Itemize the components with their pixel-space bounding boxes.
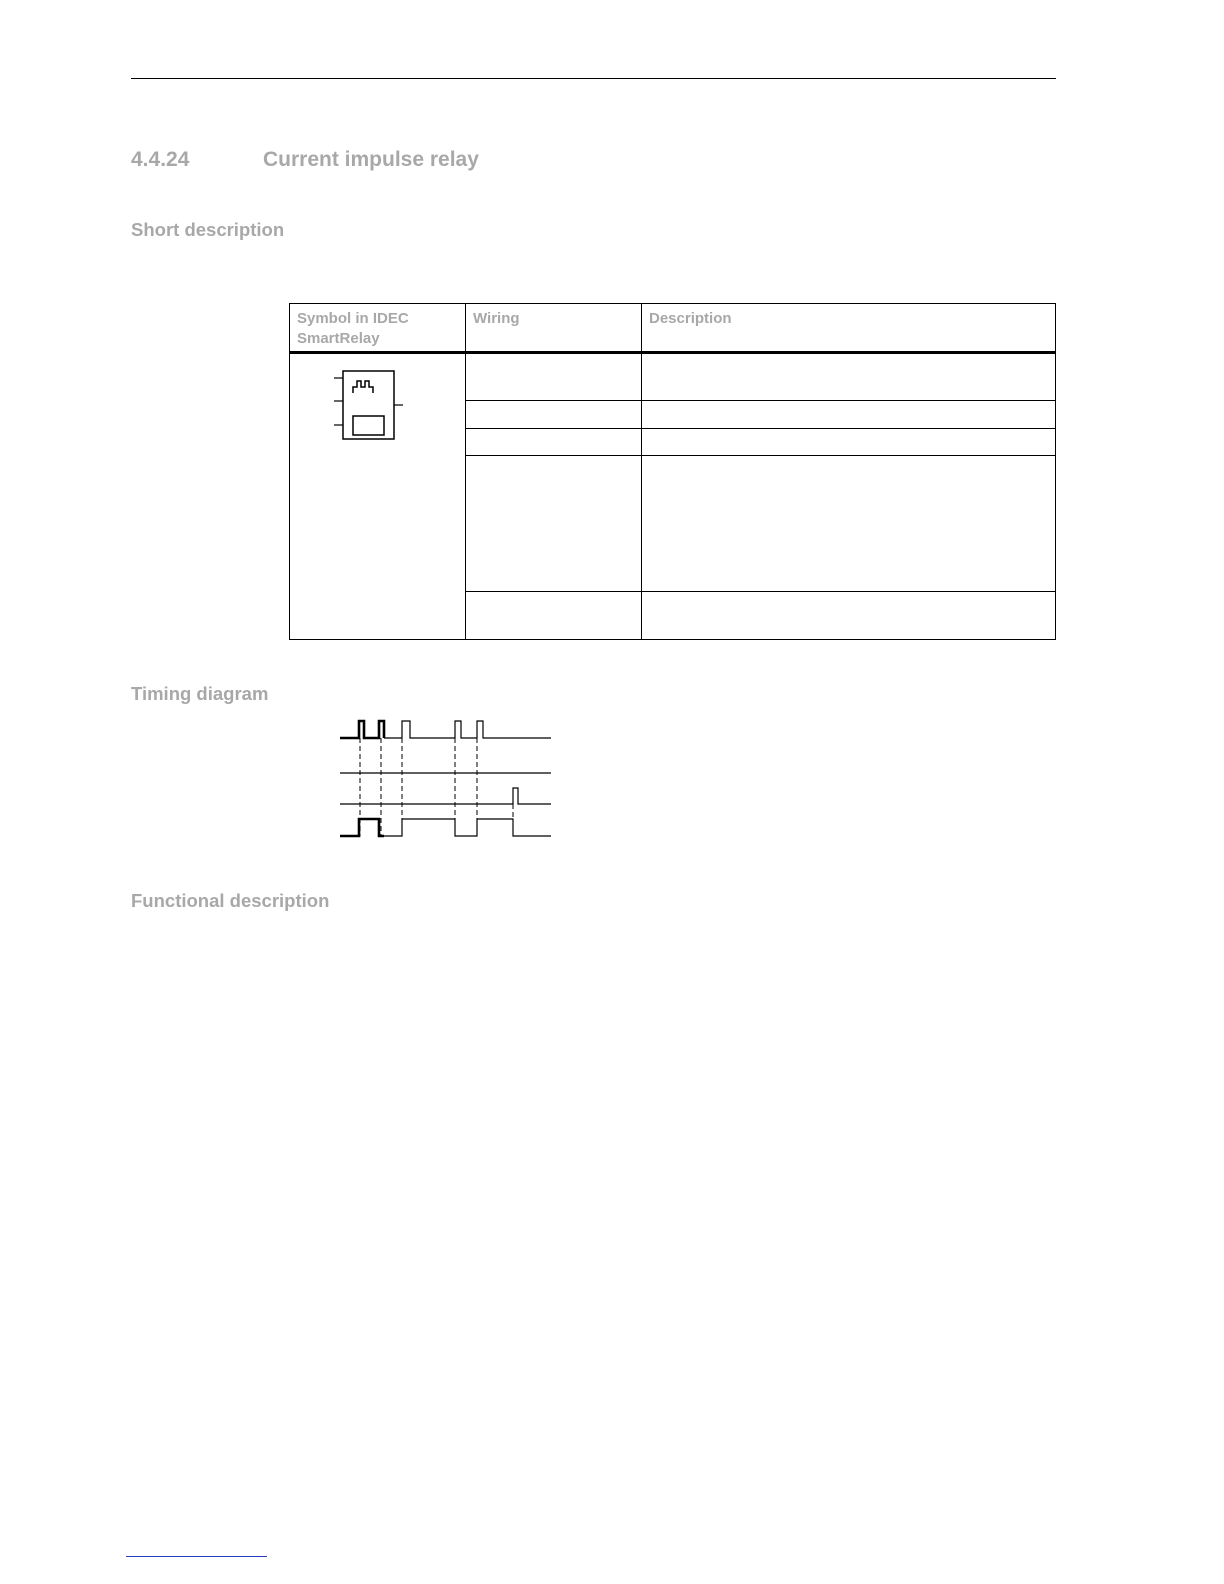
table-row-sep-3: [465, 455, 1056, 456]
table-header-symbol: Symbol in IDEC SmartRelay: [297, 310, 409, 347]
table-header-description: Description: [649, 310, 732, 327]
section-title: Current impulse relay: [263, 148, 479, 171]
heading-timing-diagram: Timing diagram: [131, 683, 269, 704]
heading-functional-description: Functional description: [131, 890, 330, 911]
timing-diagram: [330, 712, 560, 842]
table-header-wiring: Wiring: [473, 310, 520, 327]
header-rule: [131, 78, 1056, 79]
table-row-sep-2: [465, 428, 1056, 429]
heading-short-description: Short description: [131, 219, 285, 240]
current-impulse-relay-symbol: [289, 303, 465, 443]
block-table: [289, 303, 1056, 640]
table-row-sep-4: [465, 591, 1056, 592]
section-number: 4.4.24: [131, 148, 190, 171]
footer-rule: [126, 1556, 267, 1557]
table-row-sep-1: [465, 400, 1056, 401]
table-border-bottom: [289, 639, 1056, 640]
